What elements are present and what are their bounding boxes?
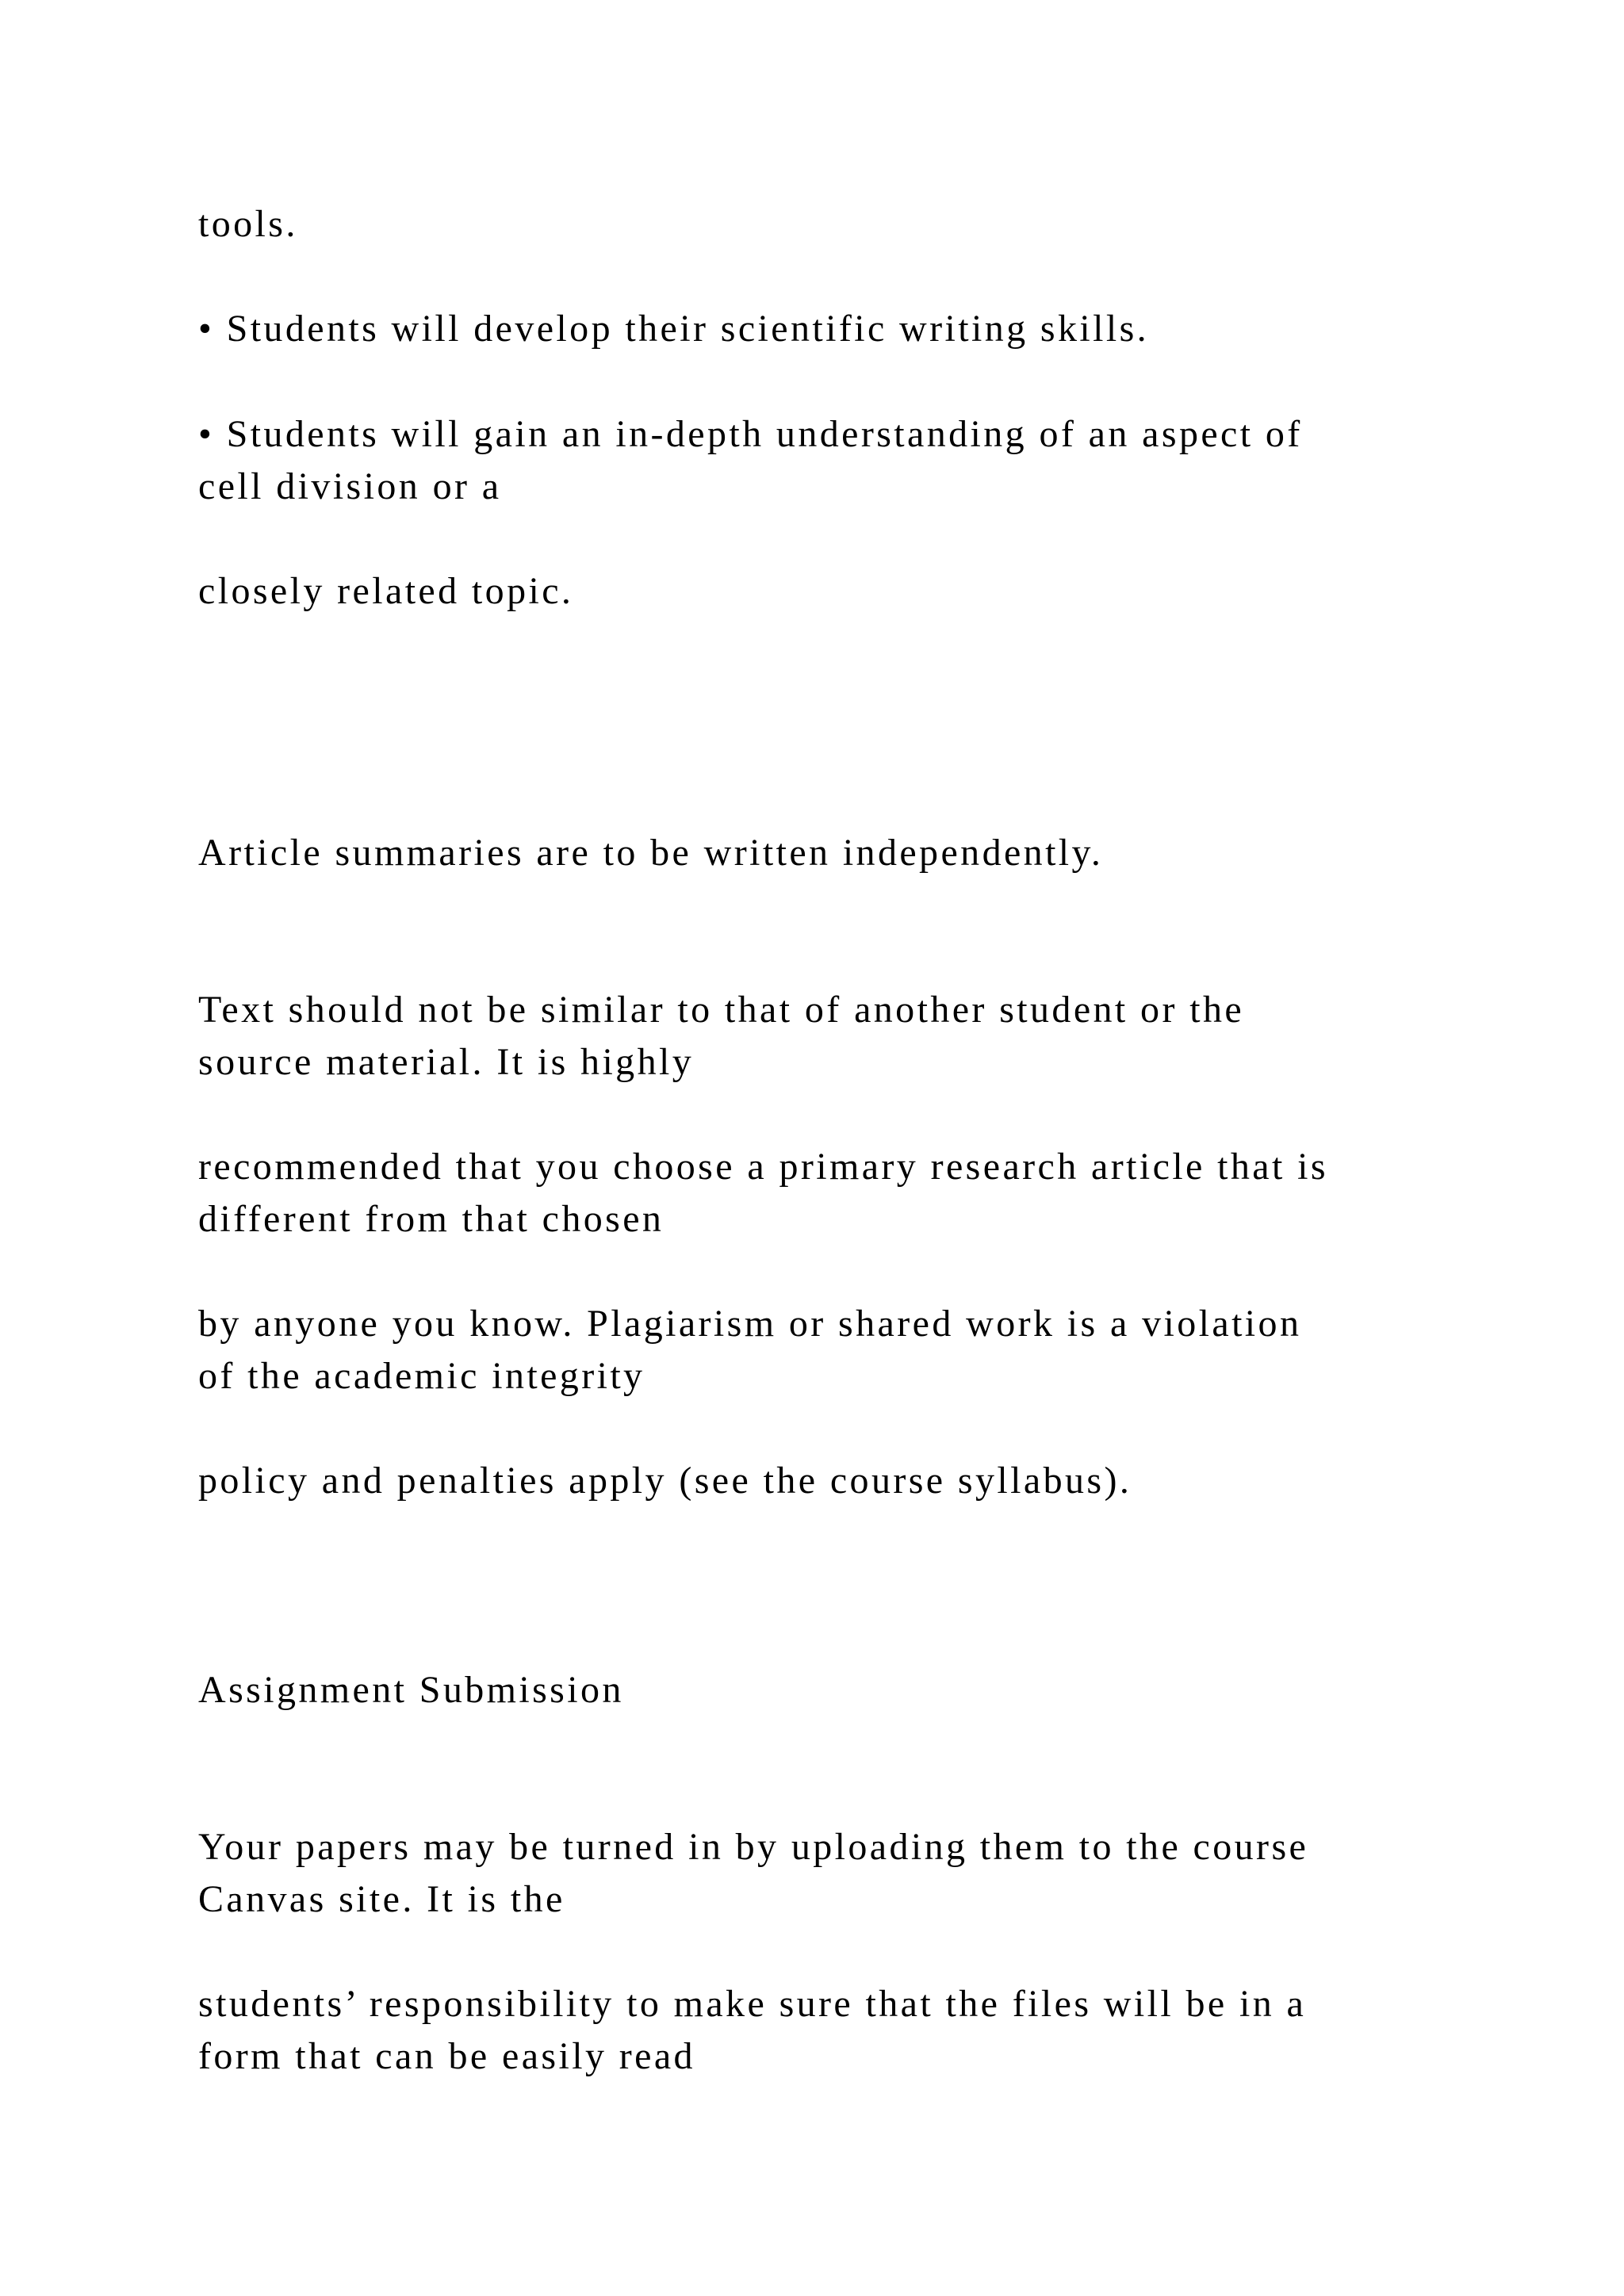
text-line: cell division or a xyxy=(198,465,502,507)
text-line: of the academic integrity xyxy=(198,1355,645,1397)
text-line: Canvas site. It is the xyxy=(198,1878,565,1920)
paragraph-heading-independence: Article summaries are to be written independently. xyxy=(198,832,1104,874)
text-line: form that can be easily read xyxy=(198,2035,695,2077)
text-line: students’ responsibility to make sure that the files will be in a xyxy=(198,1983,1307,2025)
text-line: by anyone you know. Plagiarism or shared work is a violation xyxy=(198,1303,1302,1345)
text-line: policy and penalties apply (see the course syllabus). xyxy=(198,1460,1132,1502)
text-line: different from that chosen xyxy=(198,1198,665,1240)
bullet-writing-skills: • Students will develop their scientific writing skills. xyxy=(198,308,1150,350)
text-line: Your papers may be turned in by uploading them to the course xyxy=(198,1826,1309,1868)
text-line: Text should not be similar to that of another student or the xyxy=(198,989,1245,1031)
text-line: tools. xyxy=(198,203,298,245)
text-line: closely related topic. xyxy=(198,570,574,612)
text-line: source material. It is highly xyxy=(198,1041,695,1083)
section-heading-assignment-submission: Assignment Submission xyxy=(198,1669,624,1711)
bullet-understanding: • Students will gain an in-depth understanding of an aspect of xyxy=(198,413,1303,455)
text-line: recommended that you choose a primary research article that is xyxy=(198,1146,1328,1188)
